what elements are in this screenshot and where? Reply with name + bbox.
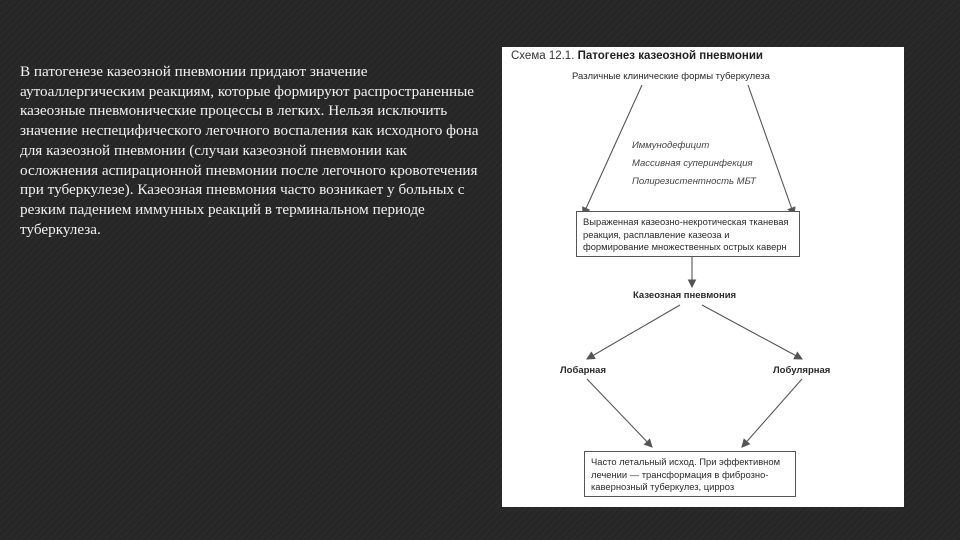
left-label: Лобарная (560, 365, 606, 376)
scheme-figure (502, 47, 904, 507)
factor-3: Полирезистентность МБТ (632, 176, 756, 187)
factor-2: Массивная суперинфекция (632, 158, 753, 169)
factor-1: Иммунодефицит (632, 140, 710, 151)
scheme-title (511, 50, 763, 62)
arrow-top-right (748, 85, 794, 215)
center-label: Казеозная пневмония (633, 290, 737, 301)
scheme-number: Схема 12.1. (511, 50, 575, 62)
scheme-name: Патогенез казеозной пневмонии (577, 50, 763, 62)
main-paragraph: В патогенезе казеозной пневмонии придают значение аутоаллергическим реакциям, которые формируют распространенные казеозные пневмонические процессы в легких. Нельзя исключить значение неспецифического легочного воспаления как исходного фона для казеозной пневмонии (случаи казеозной пневмонии как осложнения аспирационной пневмонии после легочного кровотечения при туберкулезе). Казеозная пневмония часто возникает у больных с резким падением иммунных реакций в терминальном периоде туберкулеза. (20, 63, 479, 238)
scheme-connectors (502, 47, 904, 507)
outcome-box: Часто летальный исход. При эффективном лечении — трансформация в фиброзно-кавернозный туберкулез, цирроз (584, 451, 796, 497)
right-label: Лобулярная (773, 365, 831, 376)
arrow-center-left (587, 305, 680, 359)
arrow-right-bottom (742, 379, 802, 447)
arrow-center-right (702, 305, 802, 359)
top-label: Различные клинические формы туберкулеза (572, 71, 770, 82)
process-box: Выраженная казеозно-некротическая тканевая реакция, расплавление казеоза и формирование множественных острых каверн (576, 211, 800, 257)
arrow-left-bottom (587, 379, 652, 447)
